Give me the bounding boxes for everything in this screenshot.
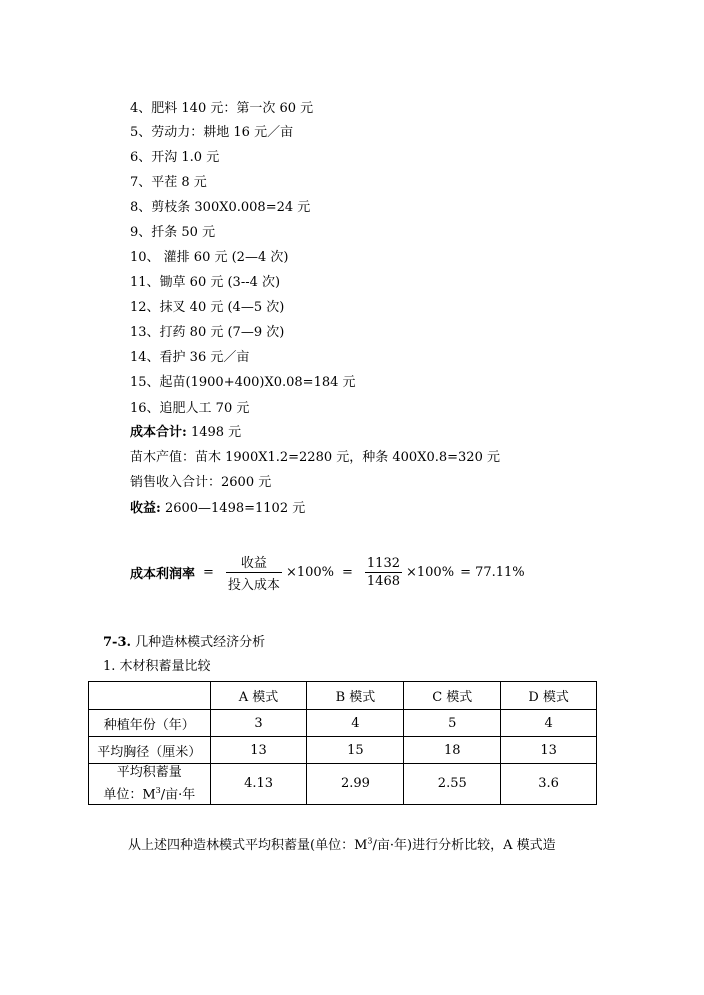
table-cell: 3 bbox=[210, 710, 307, 737]
cost-item: 6、开沟 1.0 元 bbox=[130, 150, 220, 165]
output-value-line: 苗木产值：苗木 1900X1.2=2280 元，种条 400X0.8=320 元 bbox=[130, 450, 500, 465]
profit-line bbox=[130, 497, 305, 516]
cost-item: 10、 灌排 60 元 (2—4 次) bbox=[130, 250, 289, 265]
formula-equals-2: = bbox=[342, 565, 353, 580]
analysis-paragraph bbox=[128, 834, 556, 853]
cost-item: 8、剪枝条 300X0.008=24 元 bbox=[130, 200, 311, 215]
table-row bbox=[89, 737, 597, 764]
table-cell: 13 bbox=[210, 737, 307, 764]
header-cell: C 模式 bbox=[404, 682, 501, 710]
table-row bbox=[89, 764, 597, 805]
cost-total-label: 成本合计: bbox=[130, 425, 187, 440]
table-cell: 4 bbox=[501, 710, 597, 737]
table-cell: 15 bbox=[307, 737, 404, 764]
section-heading bbox=[103, 631, 265, 650]
row-label-line-1: 平均积蓄量 bbox=[116, 765, 182, 780]
cost-item: 12、抹叉 40 元 (4—5 次) bbox=[130, 300, 285, 315]
unit-part-b: /亩·年 bbox=[160, 787, 196, 803]
unit-superscript: 3 bbox=[155, 786, 161, 795]
sales-total-line: 销售收入合计：2600 元 bbox=[130, 475, 272, 490]
fraction-2-numerator: 1132 bbox=[366, 556, 400, 571]
formula-times-2: ×100% bbox=[406, 565, 455, 580]
section-subtitle: 1. 木材积蓄量比较 bbox=[103, 659, 211, 674]
fraction-1 bbox=[226, 552, 282, 593]
formula-times-1: ×100% bbox=[285, 565, 334, 580]
header-cell bbox=[89, 682, 211, 710]
row-label-line-2 bbox=[89, 782, 210, 804]
row-label: 种植年份（年） bbox=[89, 710, 211, 737]
table-cell: 2.55 bbox=[404, 764, 501, 805]
table-cell: 13 bbox=[501, 737, 597, 764]
paragraph-superscript: 3 bbox=[367, 836, 373, 846]
section-number: 7-3. bbox=[103, 635, 132, 650]
paragraph-part-1: 从上述四种造林模式平均积蓄量(单位：M bbox=[128, 838, 368, 853]
cost-total-line bbox=[130, 421, 241, 440]
header-cell: A 模式 bbox=[210, 682, 307, 710]
cost-item: 16、追肥人工 70 元 bbox=[130, 401, 250, 416]
profit-value: 2600—1498=1102 元 bbox=[164, 501, 306, 516]
section-title: 几种造林模式经济分析 bbox=[135, 635, 266, 650]
fraction-1-denominator: 投入成本 bbox=[226, 572, 282, 593]
header-cell: B 模式 bbox=[307, 682, 404, 710]
table-cell: 4 bbox=[307, 710, 404, 737]
fraction-1-numerator: 收益 bbox=[240, 556, 267, 571]
unit-part-a: 单位：M bbox=[103, 787, 156, 803]
formula-result: = 77.11% bbox=[460, 565, 525, 580]
timber-volume-table bbox=[88, 681, 597, 805]
cost-item: 14、看护 36 元／亩 bbox=[130, 350, 250, 365]
paragraph-part-2: /亩·年)进行分析比较，A 模式造 bbox=[372, 838, 556, 853]
table-row bbox=[89, 710, 597, 737]
cost-item: 7、平茬 8 元 bbox=[130, 175, 207, 190]
formula-equals-1: = bbox=[203, 565, 214, 580]
fraction-2 bbox=[365, 556, 402, 589]
row-label: 平均胸径（厘米） bbox=[89, 737, 211, 764]
cost-item: 13、打药 80 元 (7—9 次) bbox=[130, 325, 285, 340]
profit-label: 收益: bbox=[130, 501, 161, 516]
table-cell: 5 bbox=[404, 710, 501, 737]
table-cell: 4.13 bbox=[210, 764, 307, 805]
cost-total-value: 1498 元 bbox=[190, 425, 242, 440]
row-label bbox=[89, 764, 211, 805]
table-cell: 2.99 bbox=[307, 764, 404, 805]
cost-item: 15、起苗(1900+400)X0.08=184 元 bbox=[130, 375, 356, 390]
cost-item: 5、劳动力：耕地 16 元／亩 bbox=[130, 125, 294, 140]
cost-item: 4、肥料 140 元：第一次 60 元 bbox=[130, 101, 314, 116]
profit-rate-formula bbox=[130, 552, 525, 593]
table-cell: 3.6 bbox=[501, 764, 597, 805]
table-cell: 18 bbox=[404, 737, 501, 764]
fraction-2-denominator: 1468 bbox=[366, 574, 400, 589]
table-header-row bbox=[89, 682, 597, 710]
cost-item: 11、锄草 60 元 (3--4 次) bbox=[130, 275, 281, 290]
header-cell: D 模式 bbox=[501, 682, 597, 710]
formula-label: 成本利润率 bbox=[130, 567, 196, 582]
cost-item: 9、扦条 50 元 bbox=[130, 225, 216, 240]
